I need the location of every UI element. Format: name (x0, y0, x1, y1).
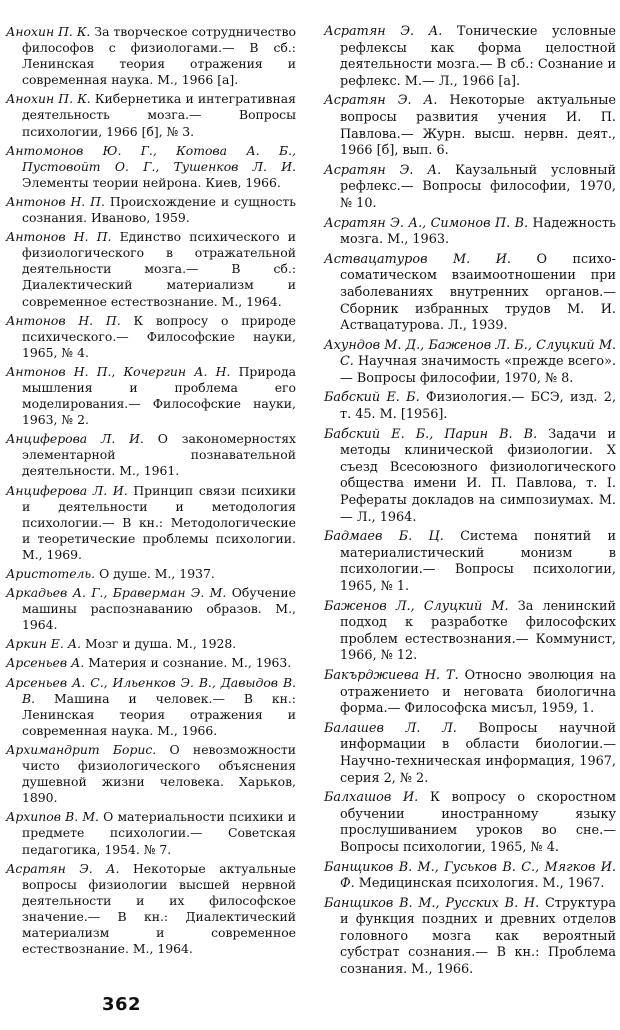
entry-text: Надежность мозга. М., 1963. (340, 215, 616, 248)
entry-text: О душе. М., 1937. (99, 566, 215, 581)
bibliography-entry (6, 566, 296, 582)
entry-author: Антомонов Ю. Г., Котова А. Б., Пустовойт О. Г., Тушенков Л. И. (6, 142, 296, 174)
entry-text: Медицинская психология. М., 1967. (358, 876, 605, 892)
bibliography-entry (324, 599, 616, 665)
bibliography-entry (6, 636, 296, 652)
entry-text: Машина и человек.— В кн.: Ленинская теория отражения и современная наука. М., 1966. (22, 690, 296, 738)
entry-author: Асратян Э. А. (324, 93, 438, 109)
entry-text: Принцип связи психики и деятельности и методология психологии.— В кн.: Методологические и теоретические проблемы психологии. М., 1969. (22, 482, 296, 562)
entry-author: Балхашов И. (324, 790, 419, 806)
bibliography-entry (6, 143, 296, 191)
entry-text: Задачи и методы клинической физиологии. X съезд Всесоюзного физиологического общества имени И. П. Павлова, т. I. Рефераты докладов на симпозиумах. М.— Л., 1964. (340, 426, 616, 525)
bibliography-entry (6, 483, 296, 563)
entry-author: Бабский Е. Б., Парин В. В. (324, 426, 538, 442)
entry-author: Архимандрит Борис. (6, 741, 157, 757)
entry-author: Аристотель. (6, 566, 96, 581)
bibliography-entry (6, 675, 296, 739)
entry-text: О невозможности чисто физиологического объяснения душевной жизни человека. Харьков, 1890. (22, 741, 296, 806)
entry-text: Некоторые актуальные вопросы физиологии высшей нервной деятельности и их философское значение.— В кн.: Диалектический материализм и современное естествознание. М., 1964. (22, 860, 296, 957)
bibliography-entry (6, 229, 296, 309)
bibliography-entry (6, 364, 296, 428)
bibliography-entry (324, 93, 616, 159)
right-column (324, 24, 616, 982)
entry-text: О психо-соматическом взаимоотношении при заболеваниях внутренних органов.— Сборник избранных трудов М. И. Аствацатурова. Л., 1939. (340, 251, 616, 334)
entry-author: Антонов Н. П., Кочергин А. Н. (6, 363, 231, 379)
entry-text: К вопросу о скоростном обучении иностранному языку прослушиванием уроков во сне.— Вопросы психологии, 1965, № 4. (340, 790, 617, 855)
left-column (6, 24, 296, 960)
bibliography-entry (6, 861, 296, 958)
entry-author: Бакърджиева Н. Т. (324, 667, 459, 683)
entry-text: Обучение машины распознаванию образов. М., 1964. (22, 585, 296, 633)
entry-author: Анциферова Л. И. (6, 482, 128, 498)
entry-author: Арсеньев А. С., Ильенков Э. В., Давыдов В. В. (6, 674, 296, 706)
entry-text: Относно эволюция на отражението и неговата биологична форма.— Философска мисъл, 1959, 1. (340, 667, 616, 717)
bibliography-entry (324, 390, 616, 423)
entry-text: Природа мышления и проблема его моделирования.— Философские науки, 1963, № 2. (22, 363, 296, 428)
entry-author: Асратян Э. А. (324, 24, 443, 39)
entry-text: Научная значимость «прежде всего».— Вопросы философии, 1970, № 8. (340, 354, 616, 386)
entry-author: Антонов Н. П. (6, 229, 112, 245)
entry-text: Система понятий и материалистический монизм в психологии.— Вопросы психологии, 1965, № 1. (340, 529, 616, 594)
entry-text: К вопросу о природе психического.— Философские науки, 1965, № 4. (22, 312, 296, 360)
bibliography-entry (6, 313, 296, 361)
bibliography-entry (324, 163, 616, 213)
entry-text: Мозг и душа. М., 1928. (85, 636, 237, 652)
bibliography-entry (6, 585, 296, 633)
entry-author: Асратян Э. А. (6, 860, 120, 876)
page-number: 362 (102, 994, 142, 1015)
entry-text: О материальности психики и предмете психологии.— Советская педагогика, 1954. № 7. (22, 809, 296, 857)
bibliography-entry (6, 809, 296, 857)
entry-author: Анциферова Л. И. (6, 431, 144, 447)
bibliography-entry (6, 91, 296, 139)
entry-author: Балашев Л. Л. (324, 720, 457, 736)
entry-text: Единство психического и физиологического в отражательной деятельности мозга.— В сб.: Диалектический материализм и современное естествознание. М., 1964. (22, 229, 296, 309)
entry-text: Каузальный условный рефлекс.— Вопросы философии, 1970, № 10. (340, 162, 616, 211)
entry-text: Тонические условные рефлексы как форма целостной деятельности мозга.— В сб.: Сознание и рефлекс. М.— Л., 1966 [а]. (340, 24, 616, 89)
bibliography-entry (6, 24, 296, 88)
bibliography-entry (324, 427, 616, 527)
entry-text: Некоторые актуальные вопросы развития учения И. П. Павлова.— Журн. высш. нервн. деят., 1966 [б], вып. 6. (340, 93, 616, 159)
bibliography-entry (6, 655, 296, 671)
entry-text: За творческое сотрудничество философов с физиологами.— В сб.: Ленинская теория отражения и современная наука. М., 1966 [а]. (22, 24, 296, 88)
entry-author: Банщиков В. М., Русских В. Н. (324, 895, 540, 911)
bibliography-entry (324, 790, 616, 856)
entry-author: Антонов Н. П. (6, 193, 105, 209)
entry-author: Банщиков В. М., Гуськов В. С., Мягков И. Ф. (324, 859, 616, 892)
entry-author: Аркадьев А. Г., Браверман Э. М. (6, 585, 227, 601)
bibliography-entry (324, 896, 616, 979)
bibliography-entry (6, 431, 296, 479)
entry-text: Материя и сознание. М., 1963. (88, 655, 292, 671)
entry-author: Ахундов М. Д., Баженов Л. Б., Слуцкий М. С. (324, 337, 616, 370)
bibliography-entry (324, 860, 616, 893)
entry-author: Архипов В. М. (6, 809, 99, 825)
entry-text: Физиология.— БСЭ, изд. 2, т. 45. М. [1956]. (340, 390, 617, 423)
entry-author: Асратян Э. А. (324, 162, 442, 178)
entry-text: Кибернетика и интегративная деятельность мозга.— Вопросы психологии, 1966 [б], № 3. (22, 91, 296, 139)
entry-text: Структура и функция поздних и древних отделов головного мозга как вероятный субстрат сознания.— В кн.: Проблема сознания. М., 1966. (340, 895, 616, 978)
bibliography-entry (324, 338, 616, 388)
entry-text: Вопросы научной информации в области биологии.— Научно-техническая информация, 1967, серия 2, № 2. (340, 720, 616, 786)
bibliography-entry (324, 529, 616, 595)
entry-author: Аркин Е. А. (6, 636, 82, 652)
bibliography-entry (6, 742, 296, 806)
bibliography-entry (324, 24, 616, 90)
bibliography-entry (324, 252, 616, 335)
entry-author: Асратян Э. А., Симонов П. В. (324, 215, 529, 231)
entry-text: За ленинский подход к разработке философских проблем естествознания.— Коммунист, 1966, № 12. (340, 598, 616, 664)
entry-author: Анохин П. К. (6, 24, 91, 39)
bibliography-entry (324, 216, 616, 249)
entry-text: Происхождение и сущность сознания. Иваново, 1959. (22, 193, 296, 226)
entry-author: Бадмаев Б. Ц. (324, 529, 444, 545)
bibliography-entry (324, 721, 616, 787)
entry-author: Аствацатуров М. И. (324, 251, 511, 267)
entry-author: Антонов Н. П. (6, 312, 121, 328)
bibliography-entry (324, 668, 616, 718)
entry-author: Анохин П. К. (6, 91, 91, 107)
entry-author: Арсеньев А. (6, 655, 85, 671)
entry-author: Бабский Е. Б. (324, 390, 420, 406)
entry-author: Баженов Л., Слуцкий М. (324, 598, 509, 614)
bibliography-entry (6, 194, 296, 226)
entry-text: О закономерностях элементарной познавательной деятельности. М., 1961. (22, 431, 296, 479)
entry-text: Элементы теории нейрона. Киев, 1966. (22, 174, 281, 190)
